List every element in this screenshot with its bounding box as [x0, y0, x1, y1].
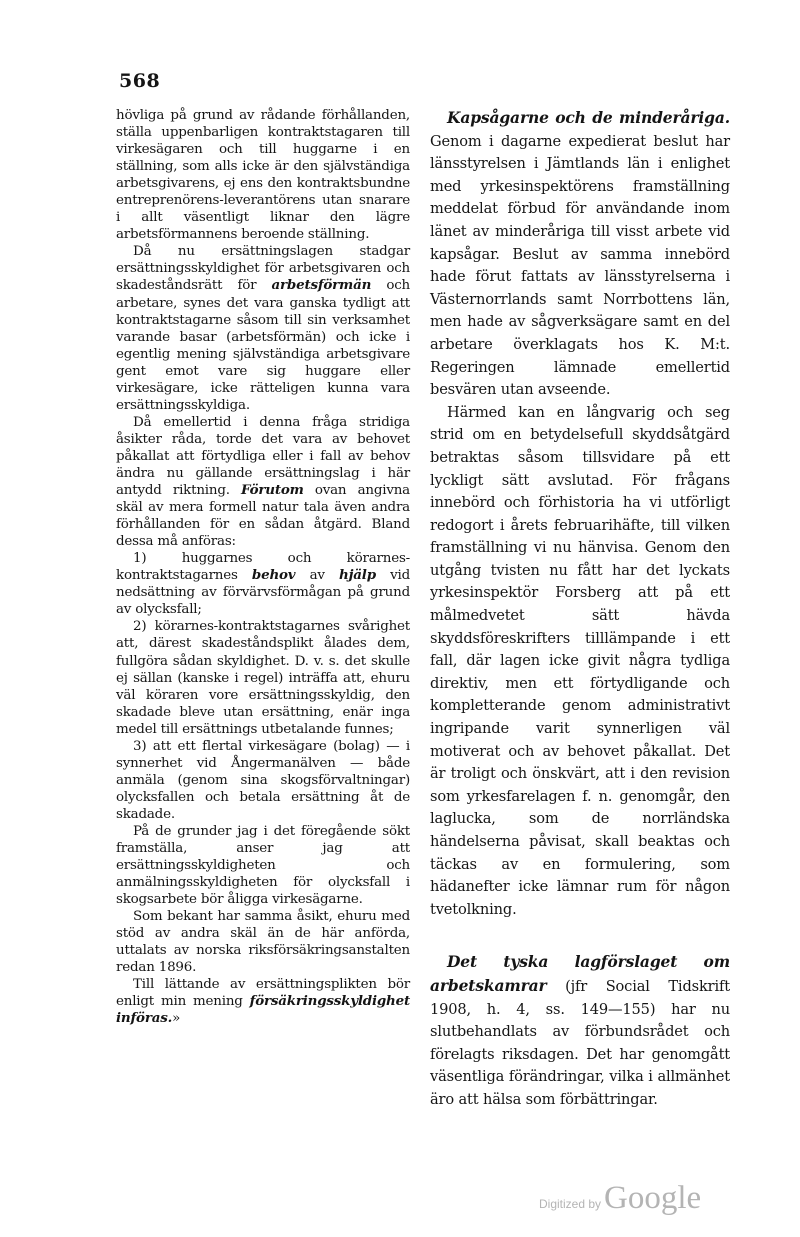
text-run: » [172, 1011, 181, 1027]
text-run: 1) huggarnes och körarnes-kontraktstagarnes [116, 551, 410, 584]
paragraph: Härmed kan en långvarig och seg strid om en betydelsefull skyddsåtgärd betraktas såsom tillsvidare på ett lyckligt sätt avslutad. För frågans innebörd och förhistoria ha vi utförligt redogort i årets februarihäfte, till vilken framställning vi nu hänvisa. Genom den utgång tvisten nu fått har det lyckats yrkesinspektör Forsberg att på ett målmedvetet sätt hävda skyddsföreskrifters tilllämpande i ett fall, där lagen icke givit några tydliga direktiv, men ett förtydligande och kompletterande genom administrativt ingripande varit synnerligen väl motiverat och av behovet påkallat. Det är troligt och önskvärt, att i den revision som yrkesfarelagen f. n. genomgår, den laglucka, som de norrländska händelserna påvisat, skall beaktas och täckas av en formulering, som hädanefter icke lämnar rum för någon tvetolkning. [430, 403, 730, 918]
text-run: Till lättande av ersättningsplikten bör enligt min mening [116, 977, 410, 1010]
text-run: vid nedsättning av förvärvsförmågan på grund av olycksfall; [116, 568, 410, 618]
emphasis: Förutom [241, 482, 304, 499]
text-run: av [295, 568, 340, 584]
section-arbetskamrar [430, 951, 730, 1111]
paragraph [116, 414, 410, 550]
paragraph: hövliga på grund av rådande förhållanden, ställa uppenbarligen kontraktstagaren till virkesägaren och till huggarne i en ställning, som alls icke är den självständiga arbetsgivarens, ej ens den kontraktsbundne entreprenörens-leverantörens utan snarare i allt väsentligt liknar den lägre arbetsförmannens beroende ställning. [116, 108, 410, 243]
text-run: (jfr Social Tidskrift 1908, h. 4, ss. 149—155) har nu slutbehandlats av förbundsrådet och förelagts riksdagen. Det har genomgått väsentliga förändringar, vilka i allmänhet äro att hälsa som förbättringar. [430, 977, 730, 1108]
list-item: 2) körarnes-kontraktstagarnes svårighet att, därest skadeståndsplikt ålades dem, fullgöra sådan skyldighet. D. v. s. det skulle ej sällan (kanske i regel) inträffa att, ehuru väl köraren vore ersättningsskyldig, den skadade bleve utan ersättning, enär inga medel till ersättnings utbetalande funnes; [116, 619, 410, 737]
digitized-watermark [539, 1180, 701, 1217]
list-item: 3) att ett flertal virkesägare (bolag) — i synnerhet vid Ångermanälven — både anmäla (genom sina skogsförvaltningar) olycksfallen och betala ersättning åt de skadade. [116, 738, 410, 822]
list-item [116, 550, 410, 618]
paragraph: Som bekant har samma åsikt, ehuru med stöd av andra skäl än de här anförda, uttalats av norska riksförsäkringsanstalten redan 1896. [116, 909, 410, 976]
google-logo: Google [604, 1180, 702, 1216]
page-number: 568 [119, 70, 161, 92]
section-heading: Det tyska lagförslaget om arbetskamrar [430, 952, 730, 995]
text-run: ovan angivna skäl av mera formell natur tala även andra förhållanden för en sådan åtgärd. Bland dessa må anföras: [116, 483, 410, 550]
paragraph: På de grunder jag i det föregående sökt framställa, anser jag att ersättningsskyldigheten och anmälningsskyldigheten för olycksfall i skogsarbete bör åligga virkesägarne. [116, 823, 410, 908]
emphasis: arbetsförmän [271, 277, 372, 294]
right-column [430, 107, 730, 1112]
paragraph [116, 976, 410, 1027]
text-run: och arbetare, synes det vara ganska tydligt att kontraktstagarne såsom till sin verksamhet varande basar (arbetsförmän) och icke i egentlig mening självständiga arbetsgivare gent emot vare sig huggare eller virkesägare, icke rätteligen kunna vara ersättningsskyldiga. [116, 278, 410, 413]
text-run: Då nu ersättningslagen stadgar ersättningsskyldighet för arbetsgivaren och skadeståndsrätt för [116, 244, 410, 294]
section-kapsagarne [430, 107, 730, 402]
emphasis: hjälp [339, 567, 376, 584]
section-heading: Kapsågarne och de minderåriga. [447, 108, 730, 127]
emphasis: behov [251, 567, 296, 584]
text-run: Då emellertid i denna fråga stridiga åsikter råda, torde det vara av behovet påkallat att förtydliga eller i fall av behov ändra nu gällande ersättningslag i här antydd riktning. [116, 414, 410, 499]
left-column [116, 107, 410, 1028]
text-run: Genom i dagarne expedierat beslut har länsstyrelsen i Jämtlands län i enlighet med yrkesinspektörens framställning meddelat förbud för användande inom länet av minderåriga till visst arbete vid kapsågar. Beslut av samma innebörd hade förut fattats av länsstyrelserna i Västernorrlands samt Norrbottens län, men hade av sågverksägare samt en del arbetare överklagats hos K. M:t. Regeringen lämnade emellertid besvären utan avseende. [430, 132, 730, 399]
watermark-prefix: Digitized by [539, 1197, 602, 1211]
emphasis: försäkringsskyldighet införas. [116, 993, 410, 1027]
paragraph [116, 243, 410, 413]
section-gap [430, 921, 730, 951]
